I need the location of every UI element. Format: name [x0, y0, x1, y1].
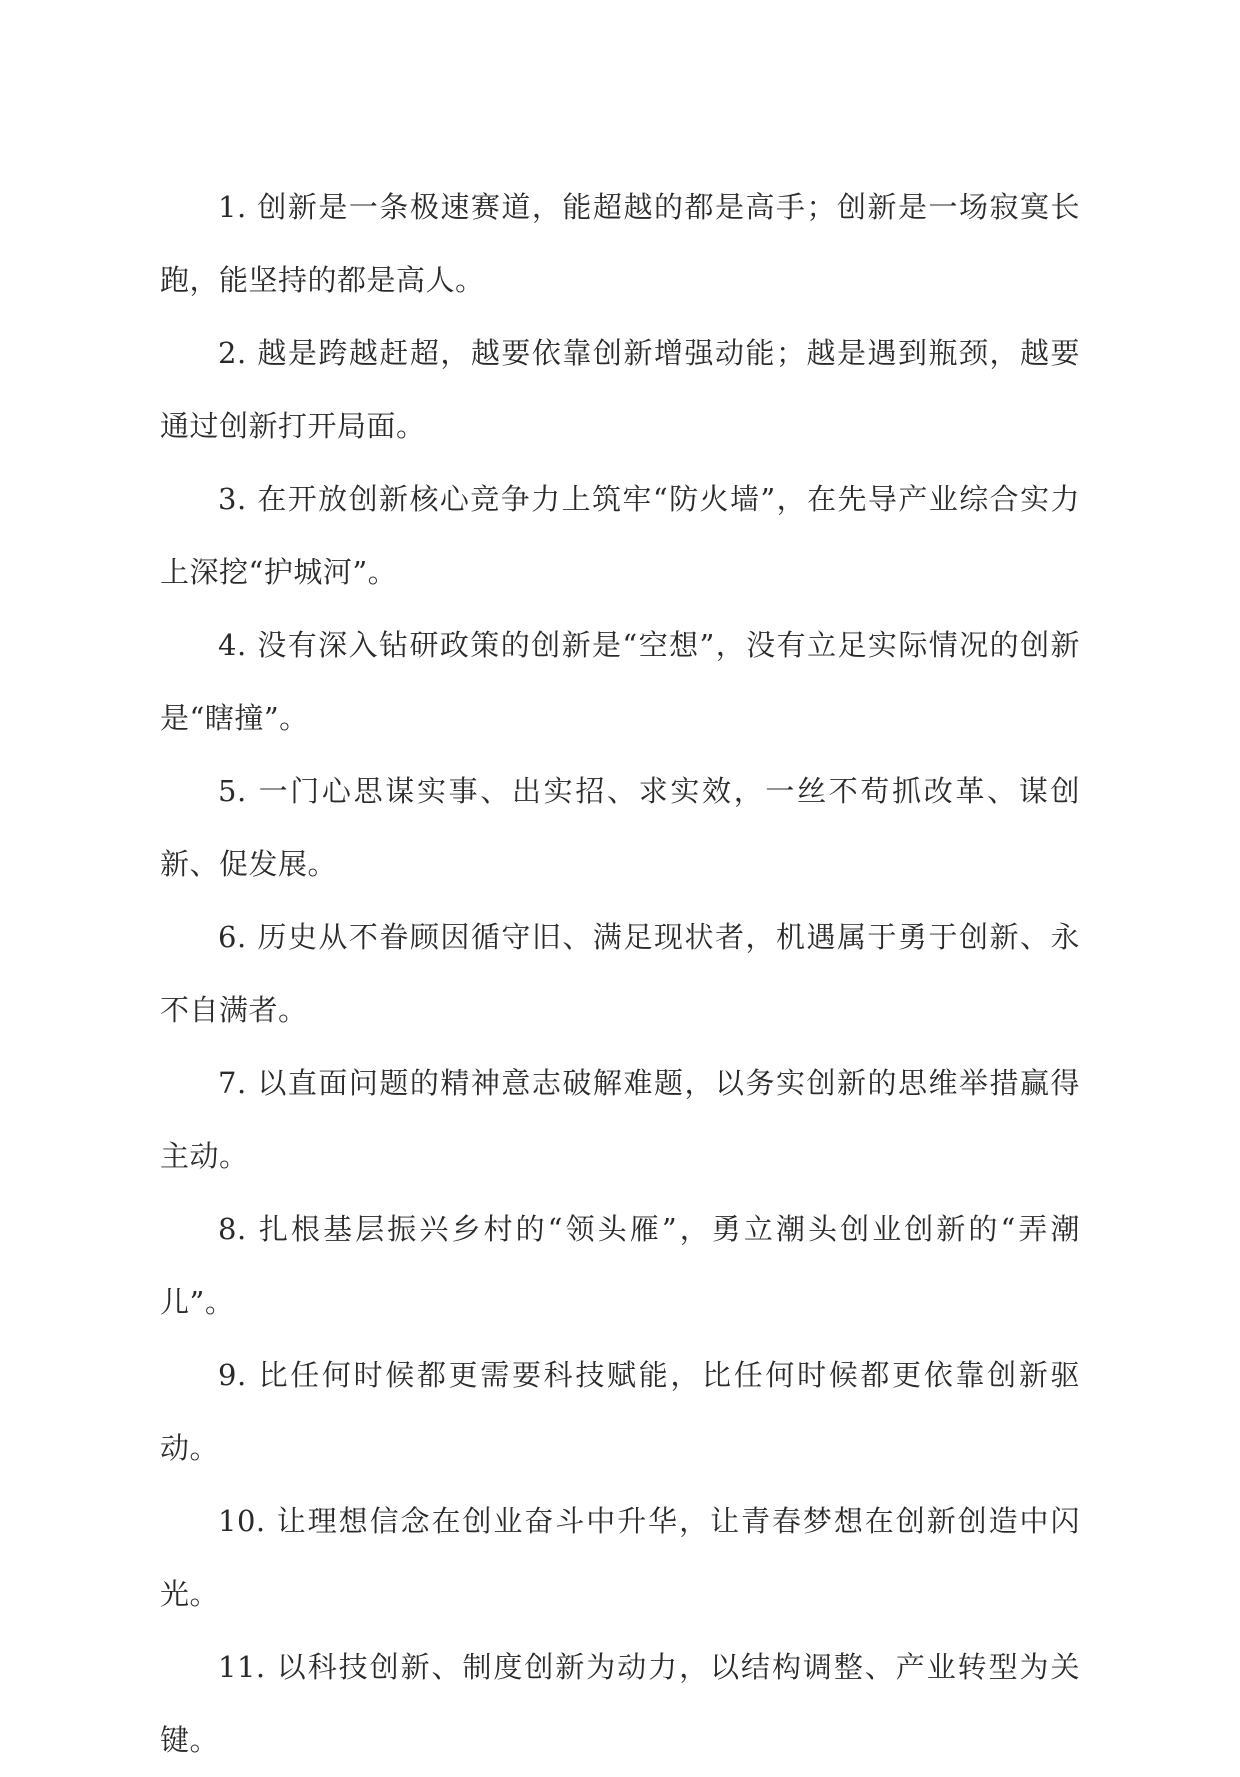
paragraph-7: 7. 以直面问题的精神意志破解难题，以务实创新的思维举措赢得主动。 — [160, 1066, 1080, 1173]
paragraph-6: 6. 历史从不眷顾因循守旧、满足现状者，机遇属于勇于创新、永不自满者。 — [160, 920, 1080, 1027]
paragraph-8: 8. 扎根基层振兴乡村的“领头雁”，勇立潮头创业创新的“弄潮儿”。 — [160, 1212, 1080, 1319]
paragraph-2: 2. 越是跨越赶超，越要依靠创新增强动能；越是遇到瓶颈，越要通过创新打开局面。 — [160, 336, 1080, 443]
paragraph-10: 10. 让理想信念在创业奋斗中升华，让青春梦想在创新创造中闪光。 — [160, 1504, 1080, 1611]
paragraph-11: 11. 以科技创新、制度创新为动力，以结构调整、产业转型为关键。 — [160, 1650, 1080, 1757]
document-body — [160, 171, 1080, 1777]
paragraph-3: 3. 在开放创新核心竞争力上筑牢“防火墙”，在先导产业综合实力上深挖“护城河”。 — [160, 482, 1080, 589]
paragraph-5: 5. 一门心思谋实事、出实招、求实效，一丝不苟抓改革、谋创新、促发展。 — [160, 774, 1080, 881]
paragraph-1: 1. 创新是一条极速赛道，能超越的都是高手；创新是一场寂寞长跑，能坚持的都是高人。 — [160, 190, 1080, 297]
paragraph-4: 4. 没有深入钻研政策的创新是“空想”，没有立足实际情况的创新是“瞎撞”。 — [160, 628, 1080, 735]
paragraph-9: 9. 比任何时候都更需要科技赋能，比任何时候都更依靠创新驱动。 — [160, 1358, 1080, 1465]
